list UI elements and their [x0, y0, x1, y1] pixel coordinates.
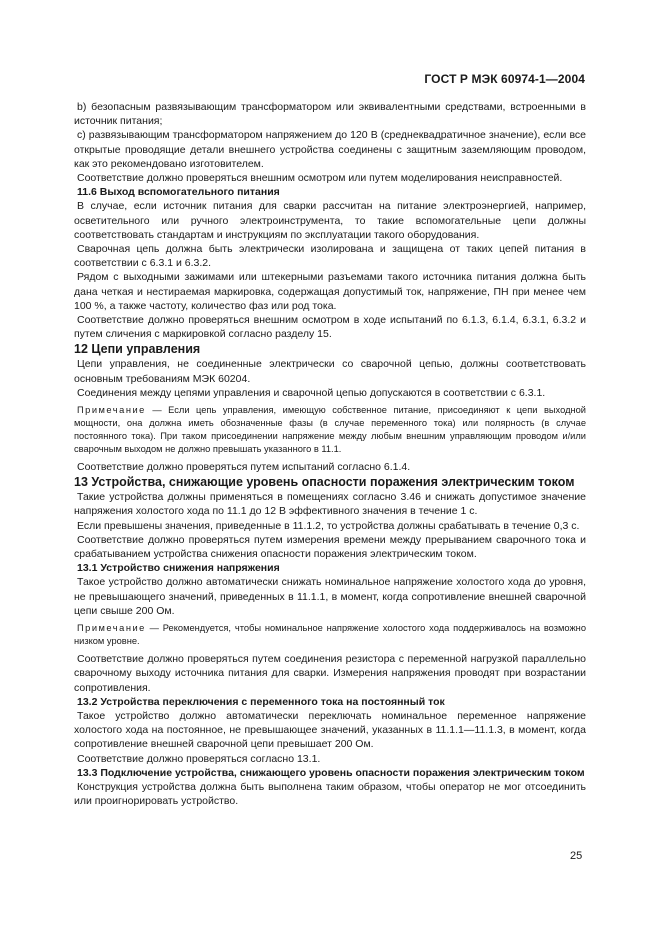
paragraph: Цепи управления, не соединенные электрически со сварочной цепью, должны соответствовать основным требованиям МЭК 60204. [74, 358, 586, 385]
note-text: — Если цепь управления, имеющую собственное питание, присоединяют к цепи выходной мощности, она должна иметь обозначенные фазы (в случае переменного тока) или полярность (в случае постоянного тока). При таком присоединении напряжение между любым внешним управляющим проводом и/или сварочным выходом не должно превышать указанного в 11.1. [74, 405, 586, 455]
paragraph: В случае, если источник питания для сварки рассчитан на питание электроэнергией, например, осветительного или ручного электроинструмента, то такие вспомогательные цепи должны соответствовать стандартам и инструкциям по эксплуатации такого оборудования. [74, 200, 586, 241]
note-label: Примечание [77, 405, 146, 416]
note-label: Примечание [77, 623, 146, 634]
document-body [74, 100, 586, 808]
subsection-heading-11-6: 11.6 Выход вспомогательного питания [77, 186, 280, 199]
page-number: 25 [570, 850, 583, 862]
compliance-paragraph: Соответствие должно проверяться внешним осмотром или путем моделирования неисправностей. [77, 172, 563, 185]
paragraph: Конструкция устройства должна быть выполнена таким образом, чтобы оператор не мог отсоединить или проигнорировать устройство. [74, 780, 586, 808]
section-heading-13: 13 Устройства, снижающие уровень опасности поражения электрическим током [74, 475, 575, 490]
paragraph: Соединения между цепями управления и сварочной цепью допускаются в соответствии с 6.3.1. [77, 386, 546, 399]
compliance-paragraph: Соответствие должно проверяться внешним осмотром в ходе испытаний по 6.1.3, 6.1.4, 6.3.1, 6.3.2 и путем сличения с маркировкой согласно разделу 15. [74, 314, 586, 341]
paragraph: Сварочная цепь должна быть электрически изолирована и защищена от таких цепей питания в соответствии с 6.3.1 и 6.3.2. [74, 243, 586, 270]
paragraph: Рядом с выходными зажимами или штекерными разъемами такого источника питания должна быть дана четкая и нестираемая маркировка, содержащая допустимый ток, напряжение, ПН при менее чем 100 %, а также частоту, количество фаз или род тока. [74, 271, 586, 312]
section-heading-12: 12 Цепи управления [74, 342, 201, 357]
note-paragraph [74, 404, 586, 456]
compliance-paragraph: Соответствие должно проверяться путем соединения резистора с переменной нагрузкой параллельно сварочному выходу источника питания для сварки. Измерения напряжения проводят при возрастании сопротивления. [74, 653, 586, 694]
document-id-header: ГОСТ Р МЭК 60974-1—2004 [424, 72, 585, 86]
paragraph: Такие устройства должны применяться в помещениях согласно 3.46 и снижать допустимое значение напряжения холостого хода по 11.1 до 12 В эффективного значения в течение 1 с. [74, 491, 586, 518]
subsection-heading-13-3: 13.3 Подключение устройства, снижающего уровень опасности поражения электрическим током [77, 766, 585, 779]
compliance-paragraph: Соответствие должно проверяться путем измерения времени между прерыванием сварочного тока и срабатыванием устройства снижения опасности поражения электрическим током. [74, 533, 586, 561]
paragraph: Такое устройство должно автоматически снижать номинальное напряжение холостого хода до уровня, не превышающего значений, приведенных в 11.1.1, в момент, когда сопротивление внешней сварочной цепи свыше 200 Ом. [74, 576, 586, 617]
subsection-heading-13-1: 13.1 Устройство снижения напряжения [77, 562, 280, 575]
paragraph: Если превышены значения, приведенные в 11.1.2, то устройства должны срабатывать в течение 0,3 с. [77, 519, 580, 532]
list-item-b: b) безопасным развязывающим трансформатором или эквивалентными средствами, встроенными в источник питания; [74, 101, 586, 128]
list-item-c: c) развязывающим трансформатором напряжением до 120 В (среднеквадратичное значение), если все открытые проводящие детали внешнего устройства соединены с защитным заземляющим проводом, как это рекомендовано изготовителем. [74, 129, 586, 170]
subsection-heading-13-2: 13.2 Устройства переключения с переменного тока на постоянный ток [77, 695, 445, 708]
compliance-paragraph: Соответствие должно проверяться путем испытаний согласно 6.1.4. [77, 461, 411, 474]
note-text: — Рекомендуется, чтобы номинальное напряжение холостого хода поддерживалось на возможно низком уровне. [74, 623, 586, 647]
note-paragraph [74, 622, 586, 648]
compliance-paragraph: Соответствие должно проверяться согласно 13.1. [77, 752, 321, 765]
paragraph: Такое устройство должно автоматически переключать номинальное переменное напряжение холостого хода на постоянное, не превышающее значений, указанных в 11.1.1—11.1.3, в момент, когда сопротивление внешней сварочной цепи превышает 200 Ом. [74, 709, 586, 751]
